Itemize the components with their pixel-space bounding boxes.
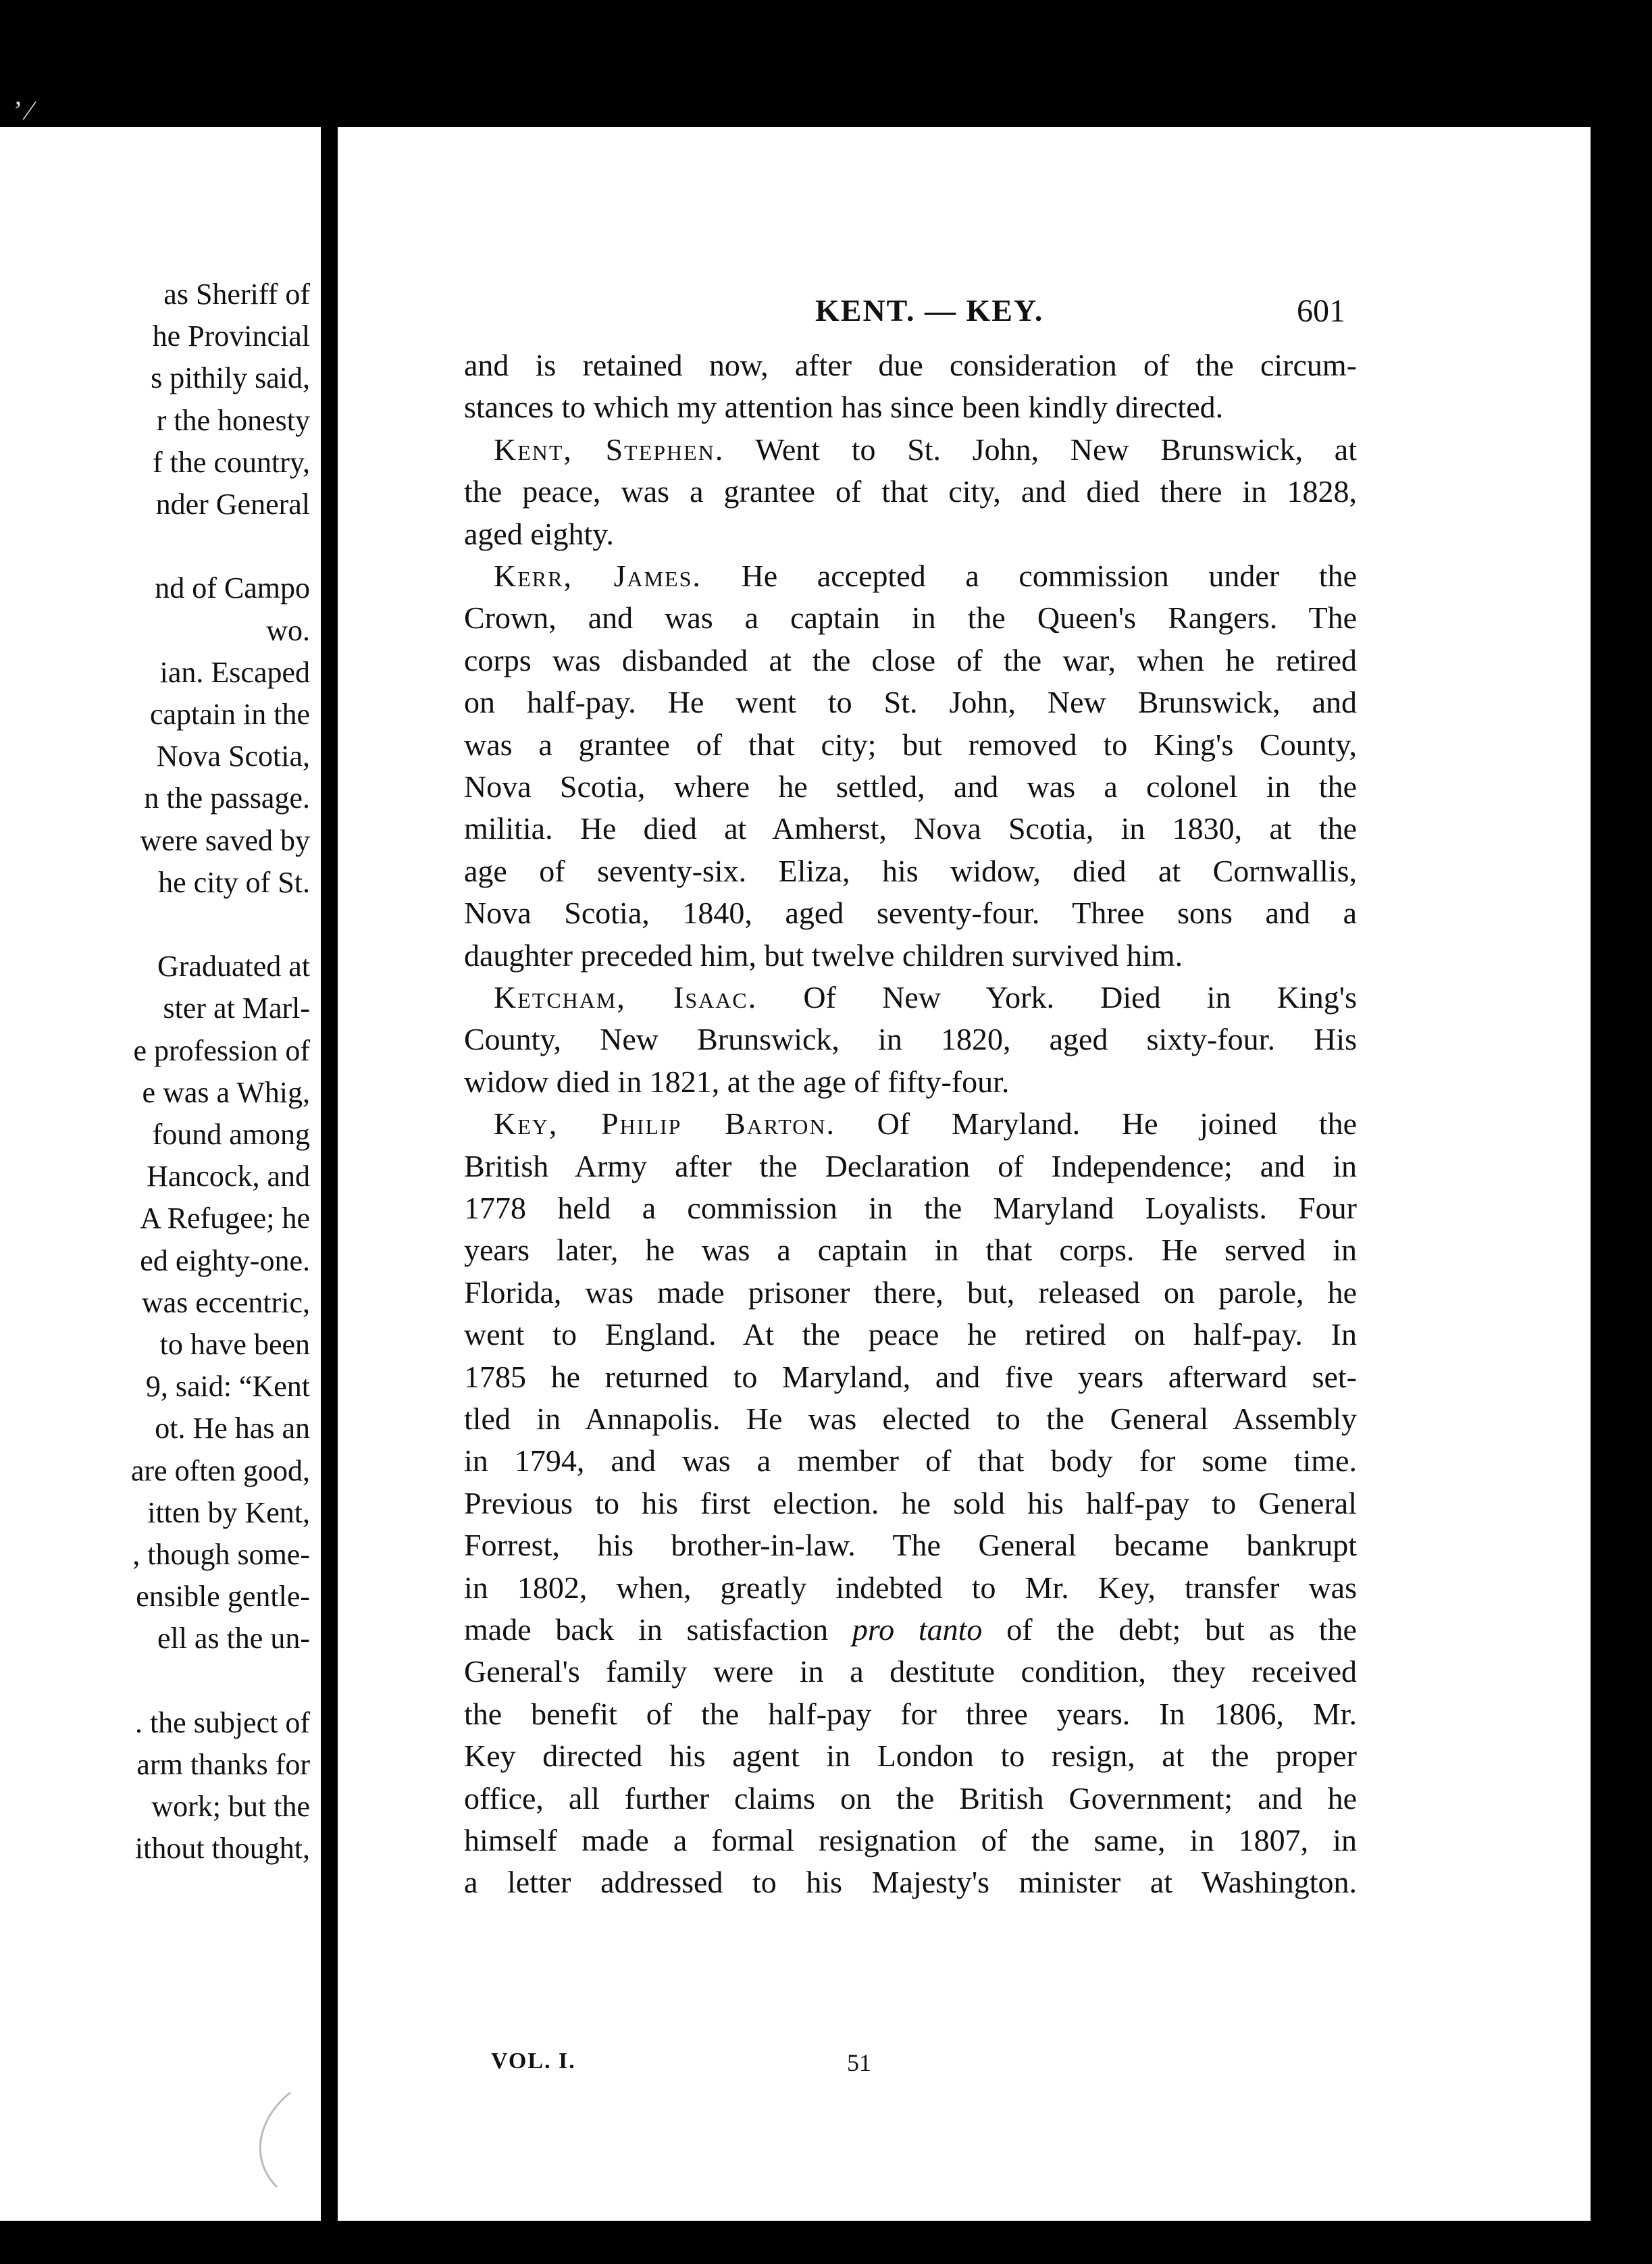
left-text-line: n the passage. bbox=[144, 781, 310, 815]
line-text: was a grantee of that city; but removed to King's County, bbox=[464, 727, 1357, 762]
text-line bbox=[464, 1737, 1357, 1775]
text-line bbox=[464, 1526, 1357, 1564]
text-line bbox=[464, 726, 1357, 764]
left-text-line: he city of St. bbox=[158, 866, 310, 899]
text-line bbox=[464, 979, 1357, 1017]
text-line bbox=[464, 473, 1357, 511]
line-text: years later, he was a captain in that corps. He served in bbox=[464, 1233, 1357, 1267]
line-text: himself made a formal resignation of the same, in 1807, in bbox=[464, 1823, 1357, 1857]
text-line bbox=[464, 1485, 1357, 1522]
text-line bbox=[464, 1695, 1357, 1733]
text-line bbox=[464, 1611, 1357, 1649]
left-text-line: ot. He has an bbox=[155, 1412, 310, 1445]
text-line bbox=[464, 1148, 1357, 1185]
entry-heading: Key, Philip Barton. bbox=[494, 1106, 835, 1141]
text-line bbox=[464, 388, 1357, 426]
line-text: in 1794, and was a member of that body for some time. bbox=[464, 1443, 1357, 1478]
left-text-line: Hancock, and bbox=[147, 1160, 310, 1193]
left-text-line: 9, said: “Kent bbox=[145, 1370, 310, 1403]
line-text: the peace, was a grantee of that city, and died there in 1828, bbox=[464, 474, 1357, 509]
left-text-line: arm thanks for bbox=[136, 1748, 310, 1781]
left-text-line: ed eighty-one. bbox=[140, 1244, 310, 1277]
text-line bbox=[464, 515, 1357, 553]
line-text: and is retained now, after due consideration of the circum- bbox=[464, 348, 1357, 382]
line-text: age of seventy-six. Eliza, his widow, died at Cornwallis, bbox=[464, 854, 1357, 888]
line-text: in 1802, when, greatly indebted to Mr. Key, transfer was bbox=[464, 1570, 1357, 1605]
line-text: of the debt; but as the bbox=[982, 1612, 1357, 1647]
line-text: office, all further claims on the British Government; and he bbox=[464, 1781, 1357, 1816]
line-text: County, New Brunswick, in 1820, aged sixty-four. His bbox=[464, 1022, 1357, 1056]
line-text: stances to which my attention has since been kindly directed. bbox=[464, 390, 1224, 424]
text-line bbox=[464, 1231, 1357, 1269]
text-line bbox=[464, 1569, 1357, 1607]
left-text-line: itten by Kent, bbox=[147, 1496, 310, 1529]
text-line bbox=[464, 810, 1357, 848]
left-text-line: s pithily said, bbox=[151, 361, 310, 394]
left-text-line: found among bbox=[152, 1118, 310, 1151]
line-text: aged eighty. bbox=[464, 517, 614, 551]
line-text: daughter preceded him, but twelve children survived him. bbox=[464, 938, 1183, 973]
text-line bbox=[464, 852, 1357, 890]
line-text: He accepted a commission under the bbox=[701, 559, 1357, 593]
page-number: 601 bbox=[1297, 293, 1345, 329]
text-line bbox=[464, 894, 1357, 932]
text-line bbox=[464, 599, 1357, 637]
line-text: corps was disbanded at the close of the war, when he retired bbox=[464, 643, 1357, 677]
line-text: General's family were in a destitute condition, they received bbox=[464, 1654, 1357, 1689]
left-text-line: as Sheriff of bbox=[163, 278, 310, 311]
line-text: Forrest, his brother-in-law. The General became bankrupt bbox=[464, 1528, 1357, 1562]
left-text-line: he Provincial bbox=[152, 319, 310, 353]
line-text: Nova Scotia, where he settled, and was a colonel in the bbox=[464, 769, 1357, 804]
left-text-line: r the honesty bbox=[156, 404, 310, 437]
left-text-line: to have been bbox=[159, 1328, 310, 1361]
left-text-line: was eccentric, bbox=[141, 1286, 310, 1319]
line-text: a letter addressed to his Majesty's minister at Washington. bbox=[464, 1865, 1357, 1899]
page-header bbox=[338, 292, 1591, 333]
left-text-line: ian. Escaped bbox=[159, 656, 310, 689]
text-line bbox=[464, 1358, 1357, 1396]
line-text: Of Maryland. He joined the bbox=[835, 1106, 1358, 1141]
page-footer bbox=[464, 2049, 1357, 2082]
text-line bbox=[464, 1105, 1357, 1143]
line-text: widow died in 1821, at the age of fifty-four. bbox=[464, 1064, 1010, 1099]
left-text-line: work; but the bbox=[151, 1790, 310, 1823]
text-line bbox=[464, 346, 1357, 384]
entry-heading: Kerr, James. bbox=[494, 559, 702, 593]
line-text: Nova Scotia, 1840, aged seventy-four. Three sons and a bbox=[464, 896, 1357, 930]
text-line bbox=[464, 684, 1357, 721]
line-text: Went to St. John, New Brunswick, at bbox=[724, 432, 1357, 467]
line-text: Of New York. Died in King's bbox=[757, 980, 1357, 1014]
left-text-line: captain in the bbox=[149, 698, 310, 731]
text-line bbox=[464, 1316, 1357, 1354]
line-text: militia. He died at Amherst, Nova Scotia, in 1830, at the bbox=[464, 811, 1357, 846]
text-line bbox=[464, 1780, 1357, 1818]
text-line bbox=[464, 1653, 1357, 1691]
left-text-line: nd of Campo bbox=[155, 571, 310, 604]
scan-marks: ’ ⁄ bbox=[14, 95, 32, 126]
left-text-line: ell as the un- bbox=[157, 1622, 310, 1655]
left-text-line: A Refugee; he bbox=[140, 1202, 310, 1235]
line-text: made back in satisfaction bbox=[464, 1612, 852, 1647]
left-text-line: Nova Scotia, bbox=[156, 740, 310, 773]
line-text: Key directed his agent in London to resign, at the proper bbox=[464, 1739, 1357, 1773]
volume-label: VOL. I. bbox=[491, 2049, 576, 2074]
running-head: KENT. — KEY. bbox=[815, 293, 1044, 328]
left-text-line: , though some- bbox=[132, 1538, 310, 1571]
text-line bbox=[464, 937, 1357, 975]
page-curl-mark bbox=[250, 2086, 304, 2194]
italic-phrase: pro tanto bbox=[852, 1612, 983, 1647]
left-text-line: ensible gentle- bbox=[136, 1580, 310, 1613]
left-text-line: wo. bbox=[266, 614, 310, 647]
line-text: 1785 he returned to Maryland, and five years afterward set- bbox=[464, 1360, 1357, 1394]
entry-heading: Kent, Stephen. bbox=[494, 432, 725, 467]
line-text: 1778 held a commission in the Maryland Loyalists. Four bbox=[464, 1191, 1357, 1225]
text-line bbox=[464, 557, 1357, 595]
text-line bbox=[464, 1822, 1357, 1859]
left-text-line: f the country, bbox=[153, 446, 310, 479]
left-text-line: ster at Marl- bbox=[163, 992, 310, 1025]
left-text-line: ithout thought, bbox=[134, 1832, 310, 1865]
line-text: British Army after the Declaration of Independence; and in bbox=[464, 1149, 1357, 1183]
left-text-line: e profession of bbox=[133, 1034, 310, 1067]
left-text-line: are often good, bbox=[130, 1454, 310, 1487]
line-text: on half-pay. He went to St. John, New Brunswick, and bbox=[464, 685, 1357, 719]
text-line bbox=[464, 1021, 1357, 1058]
line-text: the benefit of the half-pay for three years. In 1806, Mr. bbox=[464, 1697, 1357, 1731]
left-page bbox=[0, 127, 321, 2221]
signature-mark: 51 bbox=[847, 2049, 871, 2076]
text-line bbox=[464, 642, 1357, 679]
text-line bbox=[464, 1442, 1357, 1480]
line-text: tled in Annapolis. He was elected to the General Assembly bbox=[464, 1401, 1357, 1436]
right-page bbox=[338, 127, 1591, 2221]
line-text: Florida, was made prisoner there, but, released on parole, he bbox=[464, 1275, 1357, 1310]
text-line bbox=[464, 1863, 1357, 1901]
line-text: Previous to his first election. he sold his half-pay to General bbox=[464, 1486, 1357, 1520]
entry-heading: Ketcham, Isaac. bbox=[494, 980, 758, 1014]
text-line bbox=[464, 431, 1357, 469]
left-text-line: . the subject of bbox=[134, 1706, 310, 1739]
text-line bbox=[464, 1189, 1357, 1227]
line-text: went to England. At the peace he retired on half-pay. In bbox=[464, 1317, 1357, 1352]
text-line bbox=[464, 768, 1357, 806]
line-text: Crown, and was a captain in the Queen's Rangers. The bbox=[464, 600, 1357, 635]
left-text-line: nder General bbox=[155, 488, 310, 521]
gutter-shadow bbox=[321, 127, 338, 2221]
text-line bbox=[464, 1063, 1357, 1101]
left-text-line: e was a Whig, bbox=[142, 1076, 310, 1109]
scan-border bbox=[1591, 127, 1652, 2264]
left-text-line: were saved by bbox=[140, 824, 310, 857]
text-line bbox=[464, 1400, 1357, 1438]
left-text-line: Graduated at bbox=[157, 950, 310, 983]
text-line bbox=[464, 1274, 1357, 1312]
